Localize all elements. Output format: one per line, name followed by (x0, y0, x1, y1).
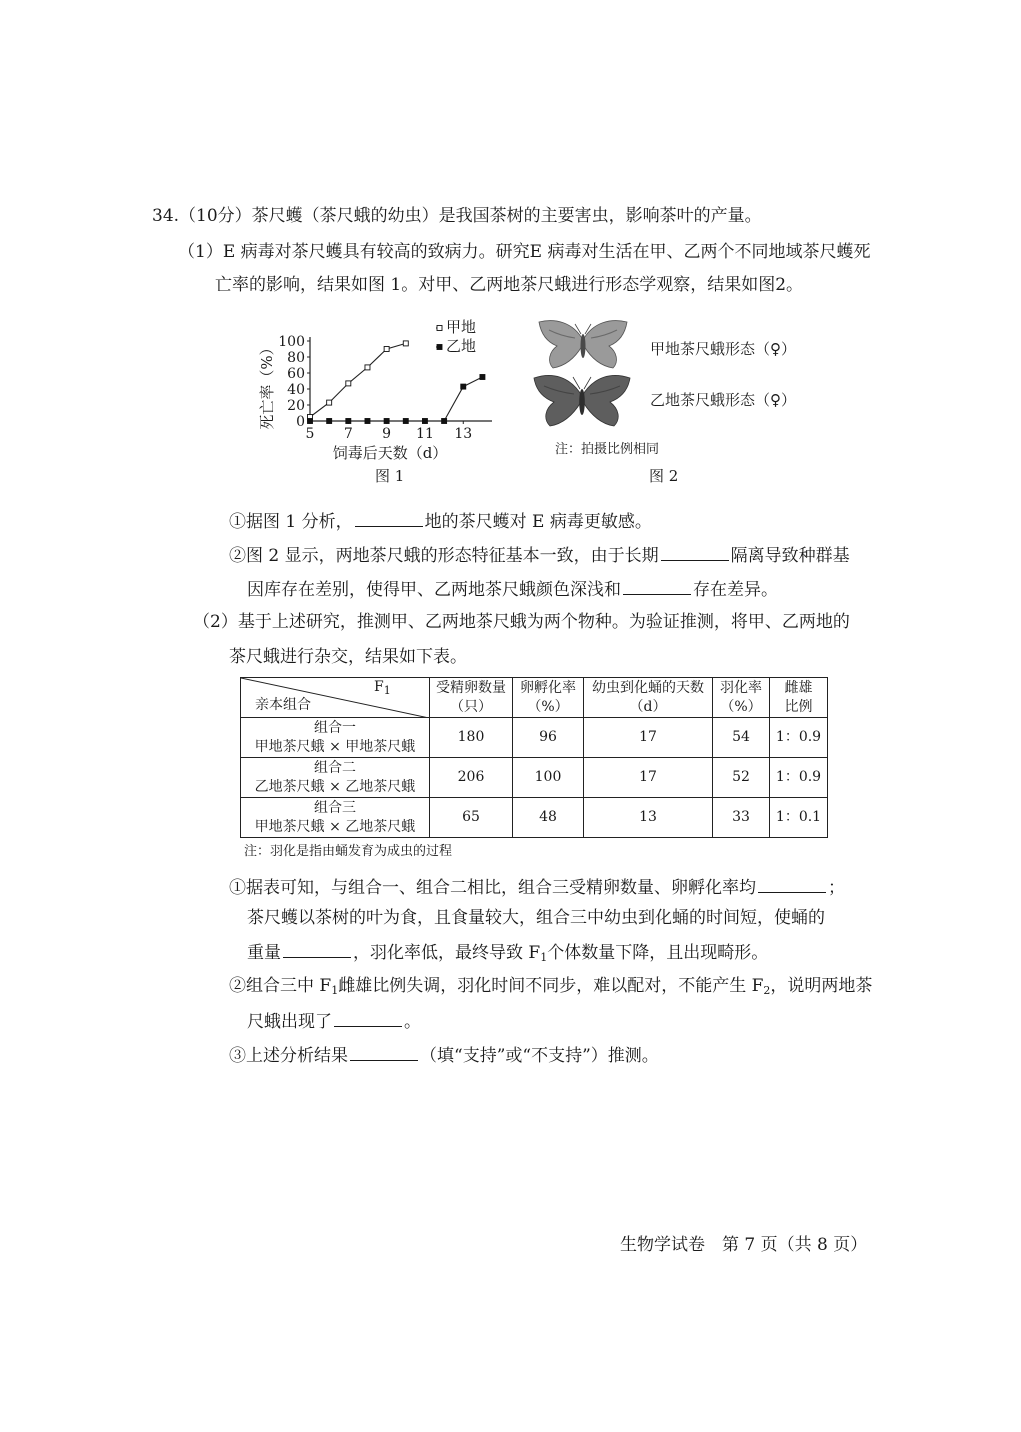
q1-2-text-a: ②图 2 显示，两地茶尺蛾的形态特征基本一致，由于长期 (229, 546, 659, 566)
table-cell: 96 (513, 718, 584, 758)
y-axis-label: 死亡率（%） (258, 340, 276, 430)
table-cell: 180 (430, 718, 513, 758)
y-tick-label: 60 (287, 366, 305, 382)
data-point (461, 384, 466, 389)
x-tick-label: 11 (416, 426, 434, 442)
table-cell: 1：0.1 (770, 798, 828, 838)
answer-blank[interactable] (350, 1042, 418, 1061)
q1-2-line1 (229, 542, 850, 568)
q2-1-line2: 茶尺蠖以茶树的叶为食，且食量较大，组合三中幼虫到化蛹的时间短，使蛹的 (247, 908, 825, 928)
table-corner-cell (241, 678, 430, 718)
moth-jia-image (535, 316, 631, 372)
q2-2-text-d: 尺蛾出现了 (247, 1012, 332, 1032)
f2-subscript: 2 (763, 984, 771, 997)
q2-1-text-f: 个体数量下降，且出现畸形。 (547, 943, 769, 963)
q2-2-text-e: 。 (404, 1012, 421, 1032)
q2-2-text-a: ②组合三中 F (229, 976, 332, 996)
figure2-label: 图 2 (649, 467, 679, 485)
series-line-0 (310, 343, 406, 417)
q2-1-line1 (229, 874, 845, 900)
part2-line2: 茶尺蛾进行杂交，结果如下表。 (229, 647, 467, 667)
corner-f1-label (374, 678, 391, 700)
data-point (346, 381, 351, 386)
q2-3 (229, 1042, 659, 1068)
y-tick-label: 0 (296, 414, 305, 430)
corner-f1-text: F (374, 679, 384, 695)
data-point (365, 419, 370, 424)
q2-1-text-e: ，羽化率低，最终导致 F (353, 943, 541, 963)
q1-2-line2 (247, 576, 778, 602)
x-tick-label: 9 (382, 426, 392, 442)
q2-2-text-c: ，说明两地茶 (770, 976, 873, 996)
row-label: 组合一 甲地茶尺蛾 × 甲地茶尺蛾 (241, 718, 430, 758)
y-tick-label: 20 (287, 398, 305, 414)
row-label: 组合三 甲地茶尺蛾 × 乙地茶尺蛾 (241, 798, 430, 838)
table-cell: 65 (430, 798, 513, 838)
x-tick-label: 13 (454, 426, 473, 442)
moth-yi-caption: 乙地茶尺蛾形态（♀） (650, 391, 796, 409)
figure1-chart (250, 318, 500, 463)
header-eggs: 受精卵数量 （只） (430, 678, 513, 718)
q2-1-text-b: ； (828, 878, 845, 898)
page-footer: 生物学试卷 第 7 页（共 8 页） (620, 1235, 868, 1255)
table-cell: 54 (713, 718, 770, 758)
x-axis-label: 饲毒后天数（d） (332, 444, 448, 462)
moth-yi-image (530, 370, 634, 430)
table-row (241, 798, 828, 838)
table-cell: 52 (713, 758, 770, 798)
legend-label: 乙地 (446, 337, 477, 355)
q2-1-line3 (247, 939, 768, 970)
table-cell: 100 (513, 758, 584, 798)
data-point (480, 375, 485, 380)
data-point (384, 419, 389, 424)
header-sex-ratio: 雌雄 比例 (770, 678, 828, 718)
table-header-row (241, 678, 828, 718)
table-cell: 1：0.9 (770, 718, 828, 758)
answer-blank[interactable] (334, 1008, 402, 1027)
answer-blank[interactable] (283, 939, 351, 958)
cross-results-table (240, 677, 828, 838)
series-line-1 (310, 377, 482, 421)
figure2-note: 注：拍摄比例相同 (555, 442, 660, 457)
q2-3-text-b: （填“支持”或“不支持”）推测。 (420, 1046, 659, 1066)
moth-jia-caption: 甲地茶尺蛾形态（♀） (650, 340, 796, 358)
q2-1-text-a: ①据表可知，与组合一、组合二相比，组合三受精卵数量、卵孵化率均 (229, 878, 756, 898)
q1-1-text-a: ①据图 1 分析， (229, 512, 353, 532)
corner-parent-label: 亲本组合 (255, 697, 311, 713)
header-hatch-rate: 卵孵化率 （%） (513, 678, 584, 718)
q2-2-line2 (247, 1008, 421, 1034)
answer-blank[interactable] (623, 576, 691, 595)
data-point (442, 419, 447, 424)
y-tick-label: 80 (287, 350, 305, 366)
table-cell: 13 (584, 798, 713, 838)
answer-blank[interactable] (355, 508, 423, 527)
q1-2-text-b: 隔离导致种群基 (730, 546, 850, 566)
data-point (403, 341, 408, 346)
corner-f1-sub: 1 (383, 684, 391, 697)
question-header: 34.（10分）茶尺蠖（茶尺蛾的幼虫）是我国茶树的主要害虫，影响茶叶的产量。 (152, 206, 762, 226)
legend-label: 甲地 (446, 318, 477, 336)
data-point (422, 419, 427, 424)
table-row (241, 758, 828, 798)
q1-2-text-c: 因库存在差别，使得甲、乙两地茶尺蛾颜色深浅和 (247, 580, 621, 600)
x-tick-label: 7 (343, 426, 353, 442)
data-point (384, 347, 389, 352)
row-label: 组合二 乙地茶尺蛾 × 乙地茶尺蛾 (241, 758, 430, 798)
answer-blank[interactable] (661, 542, 729, 561)
table-cell: 17 (584, 718, 713, 758)
table-cell: 48 (513, 798, 584, 838)
f1-subscript: 1 (540, 951, 548, 964)
q2-2-line1 (229, 974, 872, 1003)
figure1-label: 图 1 (375, 467, 405, 485)
q2-3-text-a: ③上述分析结果 (229, 1046, 348, 1066)
legend-marker (437, 345, 442, 350)
q2-1-text-d: 重量 (247, 943, 281, 963)
f1-subscript: 1 (331, 984, 339, 997)
table-cell: 206 (430, 758, 513, 798)
q1-1-text-b: 地的茶尺蠖对 E 病毒更敏感。 (424, 512, 652, 532)
data-point (327, 400, 332, 405)
x-tick-label: 5 (305, 426, 315, 442)
legend-marker (437, 326, 442, 331)
header-larva-days: 幼虫到化蛹的天数 （d） (584, 678, 713, 718)
data-point (308, 419, 313, 424)
part1-line1: （1）E 病毒对茶尺蠖具有较高的致病力。研究E 病毒对生活在甲、乙两个不同地域茶尺蠖死 (178, 242, 871, 262)
part2-line1: （2）基于上述研究，推测甲、乙两地茶尺蛾为两个物种。为验证推测，将甲、乙两地的 (193, 612, 850, 632)
data-point (403, 419, 408, 424)
table-cell: 17 (584, 758, 713, 798)
data-point (346, 419, 351, 424)
y-tick-label: 40 (287, 382, 305, 398)
q2-2-text-b: 雌雄比例失调，羽化时间不同步，难以配对，不能产生 F (338, 976, 764, 996)
data-point (327, 419, 332, 424)
data-point (365, 365, 370, 370)
part1-line2: 亡率的影响，结果如图 1。对甲、乙两地茶尺蛾进行形态学观察，结果如图2。 (215, 275, 804, 295)
q1-1 (229, 508, 652, 534)
table-cell: 33 (713, 798, 770, 838)
table-row (241, 718, 828, 758)
answer-blank[interactable] (758, 874, 826, 893)
q1-2-text-d: 存在差异。 (693, 580, 778, 600)
y-tick-label: 100 (278, 334, 305, 350)
table-note: 注：羽化是指由蛹发育为成虫的过程 (244, 844, 453, 859)
table-cell: 1：0.9 (770, 758, 828, 798)
header-eclosion-rate: 羽化率 （%） (713, 678, 770, 718)
